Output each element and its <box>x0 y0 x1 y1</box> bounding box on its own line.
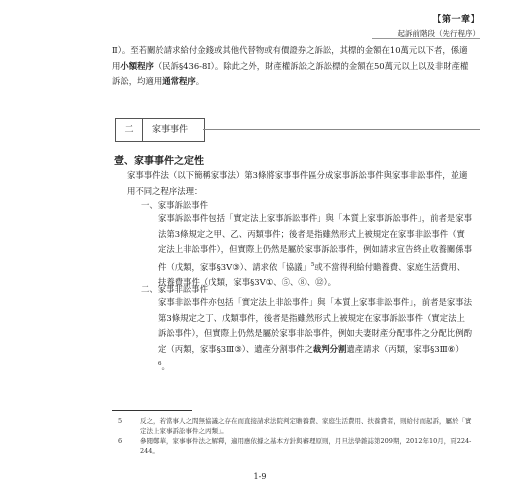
item2-text-end: 。 <box>161 360 170 371</box>
intro-paragraph <box>112 43 472 90</box>
item-title-2: 二、家事非訟事件 <box>141 284 208 294</box>
footnote-text: 參閱鄭華，家事事件法之解釋，適用應依據之基本方針與審理原則，月旦法學雜誌第209期，2012年10月，頁224-244。 <box>140 437 472 455</box>
intro-keyword-2: 通常程序 <box>162 76 196 86</box>
intro-text-1: Ⅱ）。至若關於請求給付金錢或其他代替物或有價證券之訴訟，其標的金額在10萬元以下者，係適用 <box>112 45 468 71</box>
header-rule <box>372 38 480 39</box>
subsection-heading: 壹、家事事件之定性 <box>114 156 204 167</box>
running-header <box>398 12 481 39</box>
item-title-1: 一、家事訴訟事件 <box>141 200 208 210</box>
page-number: 1-9 <box>253 472 267 481</box>
chapter-label <box>398 12 481 25</box>
item-body-1 <box>158 211 473 290</box>
bracket-open: 【 <box>432 15 442 25</box>
item2-text: 家事非訟事件亦包括「實定法上非訟事件」與「本質上家事非訟事件」，前者是家事法第3條規定之丁、戊類事件，後者是指雖然形式上被規定在家事訴訟事件（實定法上訴訟事件），但實際上仍然是屬於家事非訟事件，例如夫妻財產分配事件之分配比例酌定（丙類，家事§3Ⅲ③）、遺產分割事件之 <box>158 297 473 354</box>
intro-keyword-1: 小額程序 <box>120 60 154 71</box>
intro-text-3: 。 <box>195 76 205 86</box>
footnote-number: 6 <box>118 437 123 445</box>
chapter-subtitle: 起訴前階段（先行程序） <box>397 29 480 38</box>
footnote-ref-5[interactable]: 5 <box>310 261 315 268</box>
footnote-number: 5 <box>118 417 123 425</box>
item1-text: 家事訴訟事件包括「實定法上家事訴訟事件」與「本質上家事訴訟事件」，前者是家事法第3條規定之甲、乙、丙類事件；後者是指雖然形式上被規定在家事非訟事件（實定法上非訟事件），但實際上仍然是屬於家事訴訟事件，例如請求宣告終止收養關係事件（戊類，家事§3Ⅴ③）、請求依「協議」 <box>158 213 473 272</box>
section-title: 家事事件 <box>152 125 189 135</box>
section-rule <box>203 129 480 130</box>
item1-text-end: 或不當得利給付贍養費、家庭生活費用、扶養費事件（戊類，家事§3Ⅴ①、⑤、⑧、⑫）。 <box>158 261 466 287</box>
footnote-rule <box>112 410 192 411</box>
section-number: 二 <box>116 119 143 141</box>
chapter-text: 第一章 <box>441 15 471 25</box>
footnote-5 <box>118 416 476 436</box>
section-heading-box <box>115 118 205 142</box>
intro-text-2: （民訴§436-8Ⅰ）。除此之外，財產權訴訟之訴訟標的金額在50萬元以上以及非財產權訴訟，均適用 <box>112 60 469 86</box>
footnote-6 <box>118 436 476 456</box>
bracket-close: 】 <box>470 15 480 25</box>
footnote-ref-6[interactable]: 6 <box>158 361 162 367</box>
item2-text-2: 遺產請求（丙類，家事§3Ⅲ⑥） <box>346 343 464 354</box>
footnote-text: 反之，若當事人之間無協議之存在而直接請求法院判定贍養費、家庭生活費用、扶養費者，則給付而起訴，屬於「實定法上家事訴訟事件之丙類」。 <box>140 417 472 435</box>
item2-keyword: 裁判分割 <box>312 343 347 354</box>
body-paragraph: 家事事件法（以下簡稱家事法）第3條將家事事件區分成家事訴訟事件與家事非訟事件，並適用不同之程序法理： <box>127 170 468 196</box>
item-body-2 <box>158 295 473 374</box>
